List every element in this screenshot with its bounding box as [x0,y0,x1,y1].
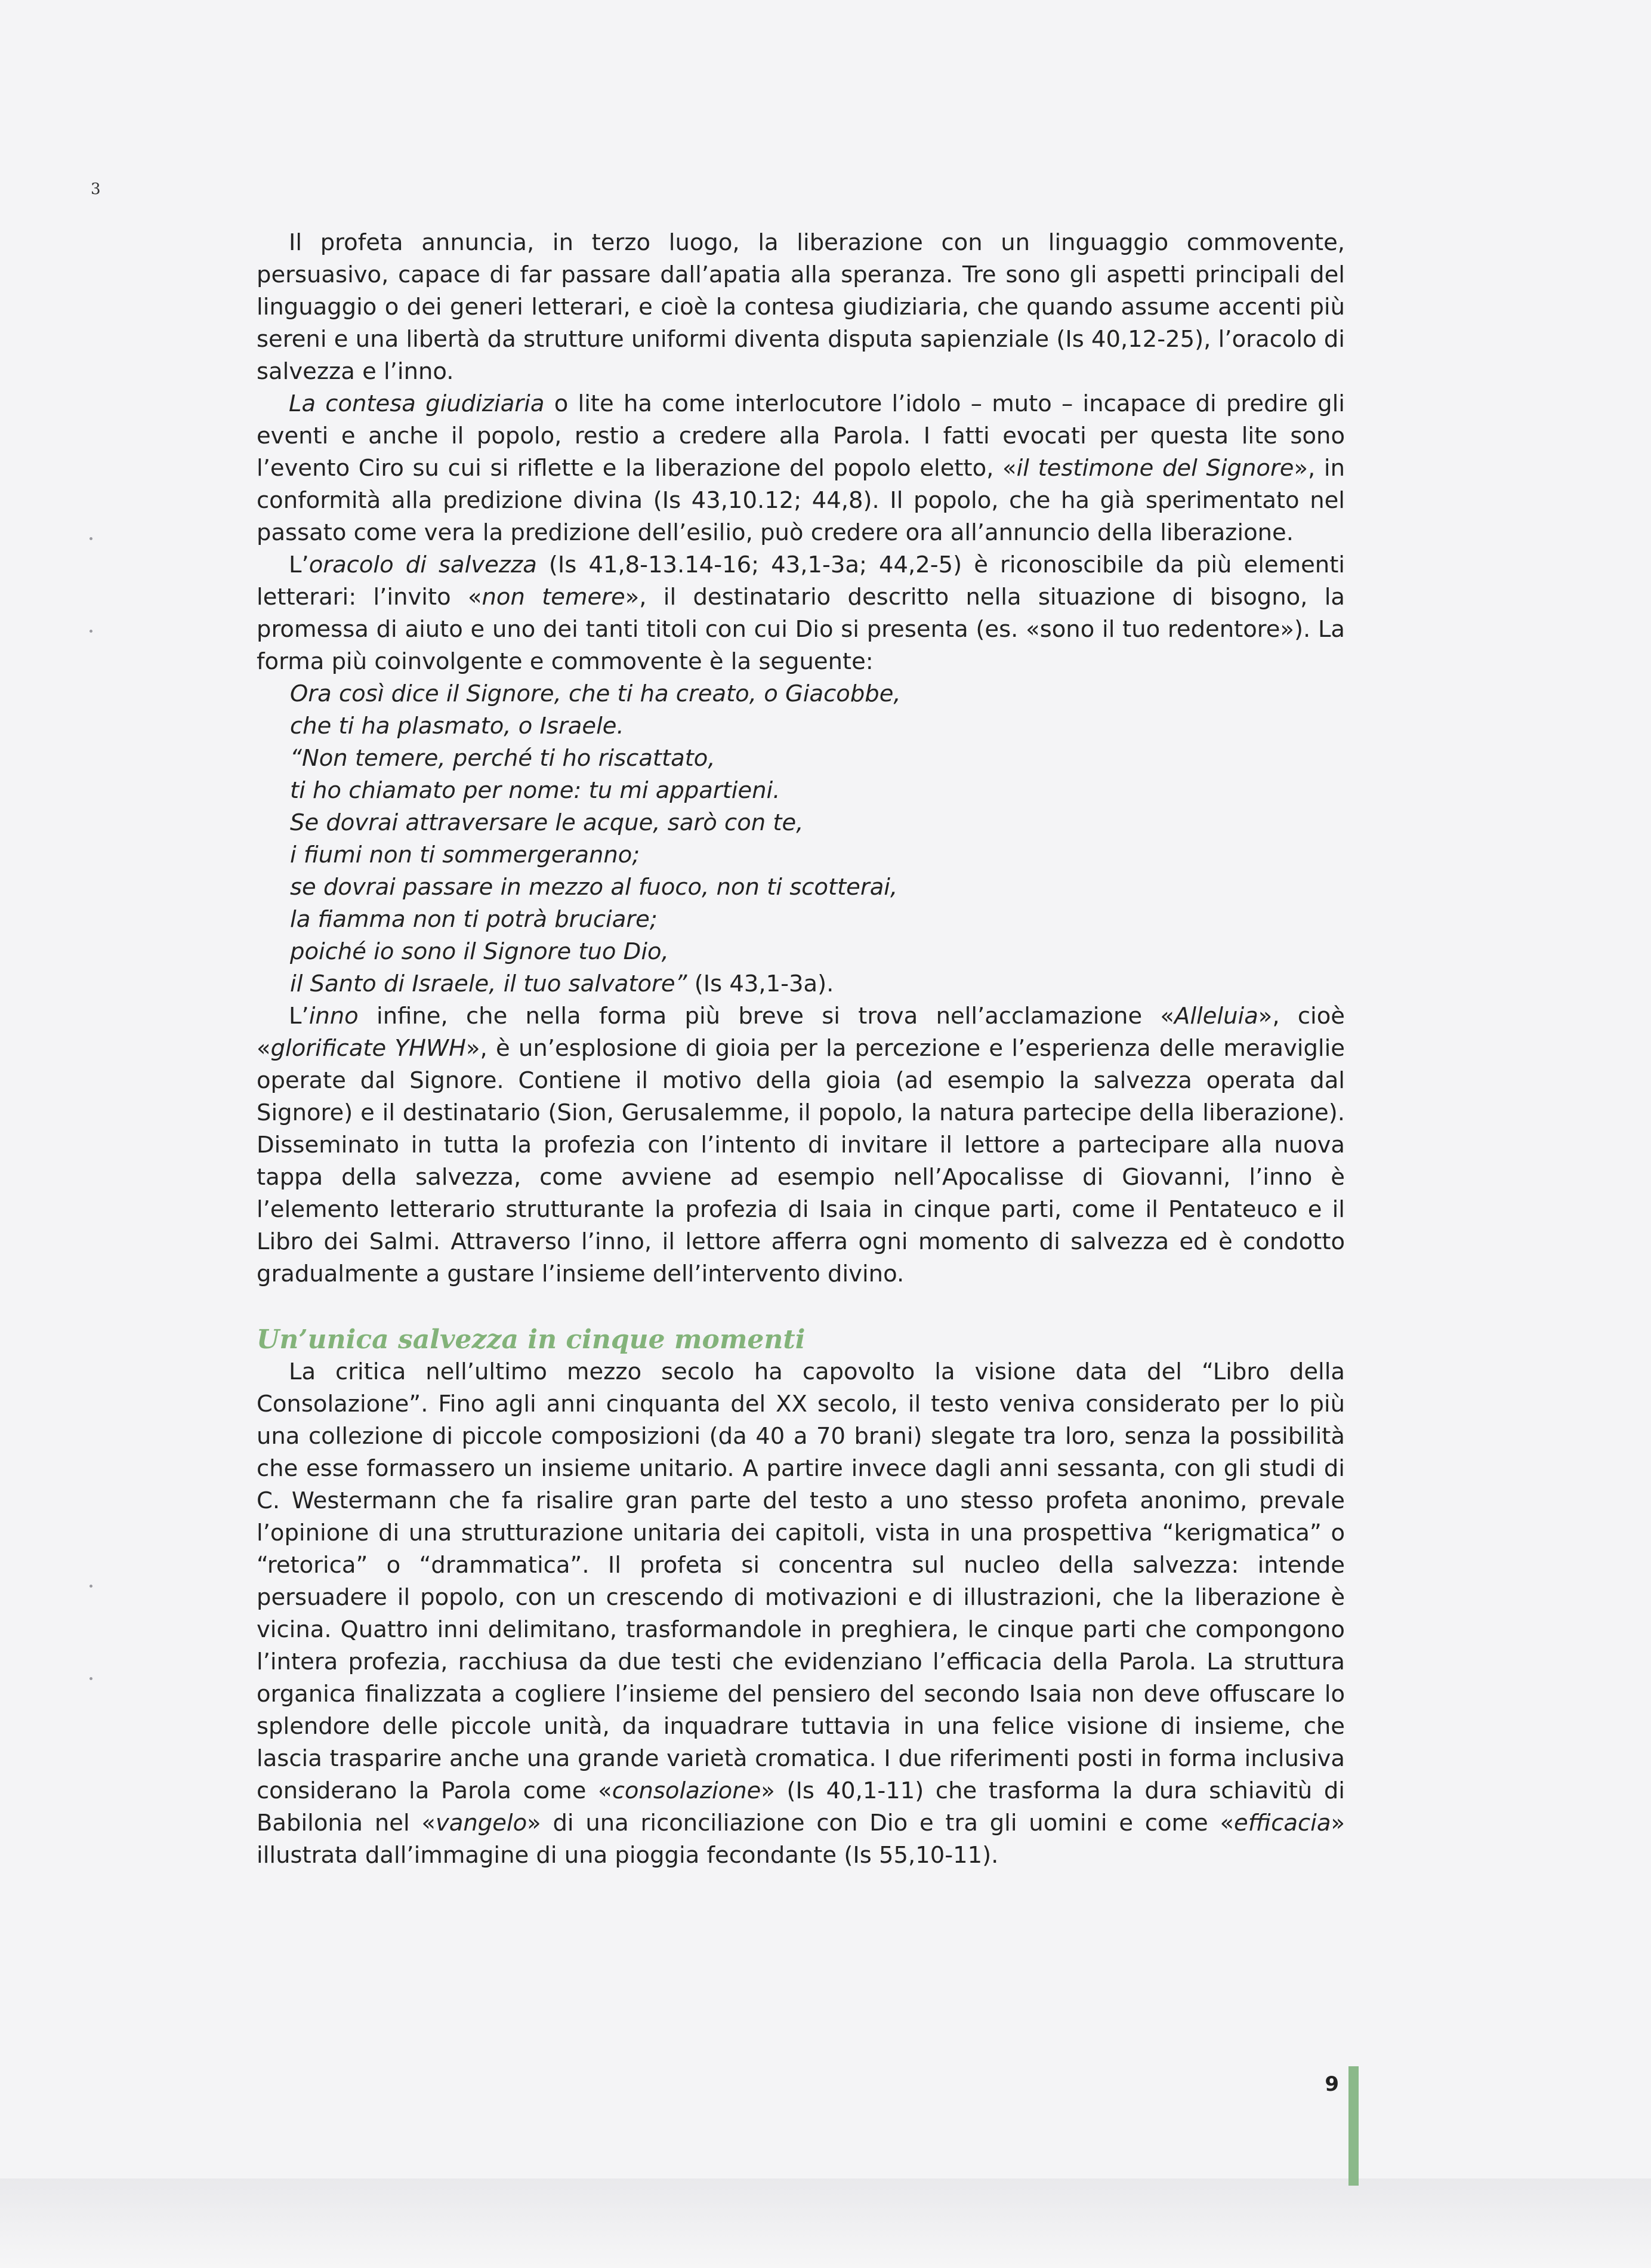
quote-non-temere: non temere [482,584,625,611]
paragraph-text: (Is 41,8-13.14-16; 43,1-3a; 44,2-5) è riconoscibile da più elementi letterari: l’invito « [257,551,1345,611]
poem-line: la fiamma non ti potrà bruciare; [290,906,658,933]
corner-mark: 3 [91,180,101,198]
paragraph-inno [257,1000,1345,1290]
paragraph-text: », il destinatario descritto nella situazione di bisogno, la promessa di aiuto e uno dei tanti titoli con cui Dio si presenta (es. «sono il tuo redentore»). La forma più coinvolgente e commovente è la seguente: [257,584,1345,675]
paragraph-contesa [257,388,1345,549]
paragraph-text: Il profeta annuncia, in terzo luogo, la liberazione con un linguaggio commovente, persuasivo, capace di far passare dall’apatia alla speranza. Tre sono gli aspetti principali del linguaggio o dei generi letterari, e cioè la contesa giudiziaria, che quando assume accenti più sereni e una libertà da strutture uniformi diventa disputa sapienziale (Is 40,12-25), l’oracolo di salvezza e l’inno. [257,229,1345,385]
paragraph-critica [257,1356,1345,1872]
poem-line: se dovrai passare in mezzo al fuoco, non ti scotterai, [290,874,898,901]
quote-vangelo: vangelo [435,1810,527,1836]
poem-line: che ti ha plasmato, o Israele. [290,713,624,739]
term-contesa: La contesa giudiziaria [289,390,545,417]
paragraph-text: La critica nell’ultimo mezzo secolo ha capovolto la visione data del “Libro della Consolazione”. Fino agli anni cinquanta del XX secolo, il testo veniva considerato per lo più una collezione di piccole composizioni (da 40 a 70 brani) slegate tra loro, senza la possibilità che esse formassero un insieme unitario. A partire invece dagli anni sessanta, con gli studi di C. Westermann che fa risalire gran parte del testo a uno stesso profeta anonimo, prevale l’opinione di una strutturazione unitaria dei capitoli, vista in una prospettiva “kerigmatica” o “retorica” o “drammatica”. Il profeta si concentra sul nucleo della salvezza: intende persuadere il popolo, con un crescendo di motivazioni e di illustrazioni, che la liberazione è vicina. Quattro inni delimitano, trasformandole in preghiera, le cinque parti che compongono l’intera profezia, racchiusa da due testi che evidenziano l’efficacia della Parola. La struttura organica finalizzata a cogliere l’insieme del pensiero del secondo Isaia non deve offuscare lo splendore delle piccole unità, da inquadrare tuttavia in una felice visione di insieme, che lascia trasparire anche una grande varietà cromatica. I due riferimenti posti in forma inclusiva considerano la Parola come « [257,1358,1345,1804]
poem-line: poiché io sono il Signore tuo Dio, [290,938,669,965]
poem-reference: (Is 43,1-3a). [687,970,834,997]
paragraph-text: », in conformità alla predizione divina (Is 43,10.12; 44,8). Il popolo, che ha già sperimentato nel passato come vera la predizione dell’esilio, può credere ora all’annuncio della liberazione. [257,455,1345,546]
quote-consolazione: consolazione [612,1777,761,1804]
quote-efficacia: efficacia [1234,1810,1331,1836]
paragraph-text: », cioè « [257,1003,1345,1062]
paragraph-text: » illustrata dall’immagine di una pioggia fecondante (Is 55,10-11). [257,1810,1345,1869]
poem-line: “Non temere, perché ti ho riscattato, [290,745,715,772]
page-bottom-shade [0,2178,1651,2268]
margin-dot [90,1677,92,1680]
poem-quotation [290,678,1345,1000]
poem-line: ti ho chiamato per nome: tu mi appartieni. [290,777,780,804]
poem-line: Se dovrai attraversare le acque, sarò con te, [290,809,804,836]
margin-dot [90,1585,92,1588]
poem-last-line: il Santo di Israele, il tuo salvatore” [290,970,687,997]
paragraph-text: » (Is 40,1-11) che trasforma la dura schiavitù di Babilonia nel « [257,1777,1345,1836]
quote-glorificate: glorificate YHWH [270,1035,466,1062]
paragraph-text: infine, che nella forma più breve si trova nell’acclamazione « [358,1003,1174,1030]
page-number: 9 [1325,2072,1339,2096]
section-heading: Un’unica salvezza in cinque momenti [257,1324,806,1355]
margin-dot [90,630,92,633]
body-text-column [257,227,1345,1872]
poem-line: Ora così dice il Signore, che ti ha creato, o Giacobbe, [290,680,901,707]
quote-alleluia: Alleluia [1174,1003,1258,1030]
paragraph-text: » di una riconciliazione con Dio e tra gli uomini e come « [527,1810,1235,1836]
paragraph-oracolo [257,549,1345,678]
quote-testimone: il testimone del Signore [1016,455,1294,482]
paragraph-text: L’ [289,551,309,578]
paragraph-text: o lite ha come interlocutore l’idolo – muto – incapace di predire gli eventi e anche il popolo, restio a credere alla Parola. I fatti evocati per questa lite sono l’evento Ciro su cui si riflette e la liberazione del popolo eletto, « [257,390,1345,482]
paragraph-text: L’ [289,1003,309,1030]
term-inno: inno [308,1003,359,1030]
page-accent-bar [1348,2066,1359,2186]
paragraph-intro [257,227,1345,388]
poem-line [290,968,1345,1000]
margin-dot [90,537,92,540]
poem-line: i fiumi non ti sommergeranno; [290,842,640,868]
term-oracolo: oracolo di salvezza [308,551,537,578]
paragraph-text: », è un’esplosione di gioia per la percezione e l’esperienza delle meraviglie operate dal Signore. Contiene il motivo della gioia (ad esempio la salvezza operata dal Signore) e il destinatario (Sion, Gerusalemme, il popolo, la natura partecipe della liberazione). Disseminato in tutta la profezia con l’intento di invitare il lettore a partecipare alla nuova tappa della salvezza, come avviene ad esempio nell’Apocalisse di Giovanni, l’inno è l’elemento letterario strutturante la profezia di Isaia in cinque parti, come il Pentateuco e il Libro dei Salmi. Attraverso l’inno, il lettore afferra ogni momento di salvezza ed è condotto gradualmente a gustare l’insieme dell’intervento divino. [257,1035,1345,1287]
